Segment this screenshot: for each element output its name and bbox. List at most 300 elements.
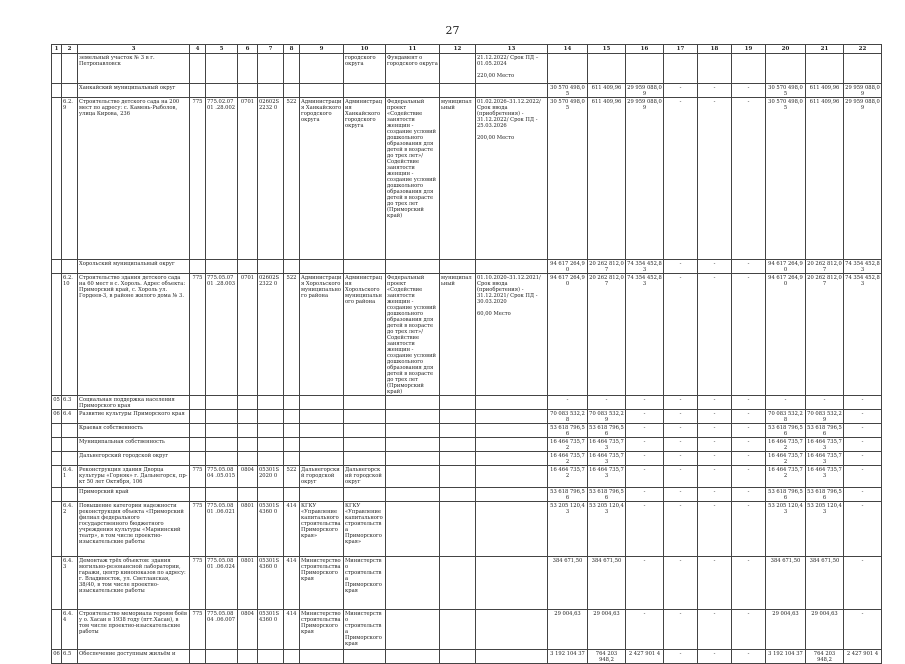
table-row xyxy=(52,84,882,98)
table-cell: 70 083 532,2 9 xyxy=(807,410,842,423)
table-cell: 6.4.3 xyxy=(62,557,78,610)
table-cell xyxy=(386,84,440,98)
table-cell: 16 464 735,7 3 xyxy=(589,452,624,465)
table-cell: 0804 xyxy=(238,610,258,650)
table-cell xyxy=(386,650,440,664)
table-cell: - xyxy=(698,84,732,98)
table-cell: 384 671,50 xyxy=(548,557,588,610)
table-cell xyxy=(344,488,386,502)
table-cell: 29 959 088,0 9 xyxy=(845,84,880,97)
table-cell xyxy=(52,557,62,610)
table-cell xyxy=(238,438,258,452)
table-cell: Обеспечение доступным жильём и xyxy=(78,650,190,664)
table-cell: 775 xyxy=(190,557,206,610)
table-cell: - xyxy=(732,274,766,396)
table-cell xyxy=(344,452,386,466)
table-cell: Министерство строительства Приморского края xyxy=(344,610,386,650)
table-cell xyxy=(258,410,284,424)
table-cell xyxy=(440,424,476,438)
table-cell xyxy=(440,610,476,650)
table-cell: 16 464 735,7 2 xyxy=(766,466,806,488)
header-cell: 9 xyxy=(300,45,344,54)
table-cell xyxy=(62,438,78,452)
table-cell: - xyxy=(732,438,766,452)
table-cell xyxy=(440,438,476,452)
header-cell: 20 xyxy=(766,45,806,54)
table-cell: 611 409,96 xyxy=(806,98,844,260)
table-cell xyxy=(258,54,284,84)
table-cell: Федеральный проект «Содействие занятости женщин - создание условий дошкольного образования для детей в возрасте до трех лет»/Содействие занятости женщин - создание условий дошкольного образования для детей в возрасте до трех лет (Приморский край) xyxy=(386,98,440,260)
table-cell xyxy=(238,396,258,410)
table-cell xyxy=(238,410,258,424)
table-cell xyxy=(238,452,258,466)
table-cell xyxy=(300,488,344,502)
table-cell xyxy=(476,396,548,410)
table-cell: - xyxy=(664,396,698,410)
table-cell: - xyxy=(844,488,882,502)
table-cell: - xyxy=(732,98,766,260)
header-cell: 7 xyxy=(258,45,284,54)
table-cell: - xyxy=(626,502,664,557)
table-cell: - xyxy=(664,610,698,650)
table-cell xyxy=(588,54,626,84)
table-cell: 611 409,96 xyxy=(806,84,844,98)
table-cell: - xyxy=(732,424,766,438)
table-cell xyxy=(284,396,300,410)
table-cell: - xyxy=(664,452,698,466)
table-cell: - xyxy=(766,396,806,410)
table-cell xyxy=(62,452,78,466)
table-cell: - xyxy=(626,610,664,650)
table-cell xyxy=(440,650,476,664)
table-cell: 30 570 498,0 5 xyxy=(766,84,806,98)
table-cell xyxy=(52,274,62,396)
table-cell: КГКУ «Управление капитального строительства Приморского края» xyxy=(300,502,344,557)
table-cell: - xyxy=(732,610,766,650)
table-cell: Министерство строительства Приморского края xyxy=(300,610,344,650)
table-cell: - xyxy=(664,488,698,502)
table-cell: Министерство строительства Приморского края xyxy=(300,557,344,610)
table-cell: 53 205 120,4 3 xyxy=(588,502,626,557)
table-cell: - xyxy=(698,650,732,664)
table-cell: 775 xyxy=(190,502,206,557)
table-cell: - xyxy=(664,274,698,396)
table-cell xyxy=(476,84,548,98)
table-cell: 522 xyxy=(284,274,300,396)
table-cell xyxy=(284,650,300,664)
table-cell: - xyxy=(698,274,732,396)
table-cell: Демонтаж трёх объектов: здания могильно-резонансной лаборатории, гаражи, центр кинопоказов по адресу: г. Владивосток, ул. Светланская, 38/40, в том числе проектно-изыскательские работы xyxy=(78,557,190,610)
header-cell: 4 xyxy=(190,45,206,54)
table-cell: 20 262 812,0 7 xyxy=(589,260,624,273)
table-cell: Муниципальная собственность xyxy=(78,438,190,452)
table-cell: - xyxy=(732,410,766,424)
table-cell xyxy=(476,260,548,274)
table-cell: 6.4.4 xyxy=(62,610,78,650)
table-cell xyxy=(258,424,284,438)
table-cell xyxy=(300,438,344,452)
table-cell: - xyxy=(626,466,664,488)
table-cell: - xyxy=(806,396,844,410)
table-cell xyxy=(386,610,440,650)
table-row xyxy=(52,54,882,84)
table-cell xyxy=(344,410,386,424)
table-cell xyxy=(344,650,386,664)
table-cell xyxy=(190,438,206,452)
table-row xyxy=(52,438,882,452)
table-cell: 6.2.10 xyxy=(62,274,78,396)
table-cell xyxy=(300,84,344,98)
table-cell: земельный участок № 3 в г. Петропавловск xyxy=(78,54,190,84)
table-cell: - xyxy=(698,424,732,438)
table-cell: 775 xyxy=(190,610,206,650)
table-cell: - xyxy=(732,488,766,502)
header-cell: 16 xyxy=(626,45,664,54)
table-cell: - xyxy=(664,98,698,260)
table-cell: 775.05.0801 .06.024 xyxy=(206,557,238,610)
table-cell: - xyxy=(548,396,588,410)
header-cell: 2 xyxy=(62,45,78,54)
table-cell: - xyxy=(588,396,626,410)
table-cell xyxy=(476,424,548,438)
table-cell: 02602S2322 0 xyxy=(258,274,284,396)
table-cell: 94 617 264,9 0 xyxy=(766,260,806,274)
table-row xyxy=(52,410,882,424)
table-row xyxy=(52,274,882,396)
table-cell: - xyxy=(844,396,882,410)
table-cell xyxy=(440,54,476,84)
table-cell: 05 xyxy=(52,396,62,410)
table-cell xyxy=(206,424,238,438)
table-cell: 16 464 735,7 3 xyxy=(588,466,626,488)
table-cell: 775 xyxy=(190,98,206,260)
table-cell xyxy=(300,650,344,664)
table-cell: 16 464 735,7 3 xyxy=(807,438,842,451)
table-cell: - xyxy=(844,424,882,438)
table-cell: 05301S4360 0 xyxy=(258,557,284,610)
table-cell: 6.4.1 xyxy=(62,466,78,488)
table-cell: - xyxy=(732,396,766,410)
header-cell: 18 xyxy=(698,45,732,54)
table-cell: Министерство строительства Приморского края xyxy=(344,557,386,610)
table-cell: 94 617 264,9 0 xyxy=(548,274,588,396)
header-cell: 12 xyxy=(440,45,476,54)
table-cell: - xyxy=(732,466,766,488)
table-cell: 06 xyxy=(52,650,62,664)
table-cell xyxy=(190,424,206,438)
table-cell xyxy=(300,54,344,84)
table-cell xyxy=(766,54,806,84)
table-cell xyxy=(300,260,344,274)
table-cell: Повышение категории надежности реконструкция объекта «Приморский филиал федерального государственного бюджетного учреждения культуры «Мариинский театр», в том числе проектно-изыскательские работы xyxy=(78,502,190,557)
table-cell: Строительство мемориала героям боёв у о. Хасан в 1938 году (пгт.Хасан), в том числе проектно-изыскательские работы xyxy=(78,610,190,650)
table-cell: - xyxy=(732,452,766,466)
header-cell: 5 xyxy=(206,45,238,54)
table-cell: 3 192 104 37 xyxy=(548,650,588,664)
table-cell xyxy=(52,488,62,502)
table-cell: Дальнегорский городской округ xyxy=(78,452,190,466)
table-cell xyxy=(300,410,344,424)
table-cell xyxy=(284,54,300,84)
table-cell: - xyxy=(664,502,698,557)
table-cell: - xyxy=(698,98,732,260)
header-row xyxy=(52,45,882,54)
table-cell: 53 618 796,5 6 xyxy=(548,488,588,502)
header-cell: 6 xyxy=(238,45,258,54)
table-cell: Ханкайский муниципальный округ xyxy=(78,84,190,98)
table-cell: - xyxy=(844,452,882,466)
table-cell: 53 618 796,5 6 xyxy=(589,424,624,437)
table-cell: 3 192 104 37 xyxy=(766,650,806,664)
table-cell xyxy=(190,260,206,274)
table-cell: - xyxy=(626,452,664,466)
table-cell xyxy=(386,424,440,438)
table-cell: 611 409,96 xyxy=(588,84,626,98)
table-cell xyxy=(258,438,284,452)
table-cell: 20 262 812,0 7 xyxy=(806,274,844,396)
table-cell xyxy=(62,424,78,438)
table-cell xyxy=(258,396,284,410)
table-cell xyxy=(626,54,664,84)
table-cell: - xyxy=(732,502,766,557)
table-cell: 775.05.0804 .05.015 xyxy=(206,466,238,488)
table-cell xyxy=(238,54,258,84)
table-cell xyxy=(284,260,300,274)
table-cell xyxy=(62,84,78,98)
table-cell xyxy=(476,452,548,466)
table-cell xyxy=(62,54,78,84)
table-cell xyxy=(440,557,476,610)
table-cell: 522 xyxy=(284,98,300,260)
table-cell: - xyxy=(626,396,664,410)
table-cell: - xyxy=(732,557,766,610)
table-cell: 53 618 796,5 6 xyxy=(766,424,806,438)
table-cell xyxy=(190,452,206,466)
table-cell xyxy=(190,84,206,98)
table-cell xyxy=(206,488,238,502)
table-cell: 384 671,50 xyxy=(766,557,806,610)
table-cell: Администрация Хорольского муниципального района xyxy=(300,274,344,396)
table-cell: 16 464 735,7 3 xyxy=(807,452,842,465)
table-cell: 29 004,63 xyxy=(548,610,588,650)
table-cell: 775 xyxy=(190,274,206,396)
table-row xyxy=(52,502,882,557)
table-row xyxy=(52,260,882,274)
table-cell: 775.05.0804 .06.007 xyxy=(206,610,238,650)
table-cell xyxy=(52,98,62,260)
table-cell: 06 xyxy=(52,410,62,424)
table-cell: 6.5 xyxy=(62,650,78,664)
table-cell: 29 959 088,0 9 xyxy=(627,84,662,97)
table-cell xyxy=(258,650,284,664)
table-cell: - xyxy=(698,410,732,424)
table-row xyxy=(52,650,882,664)
table-cell xyxy=(476,466,548,488)
table-cell: 2 427 901 4 xyxy=(844,650,882,664)
table-cell xyxy=(190,396,206,410)
table-cell xyxy=(300,424,344,438)
table-cell: 30 570 498,0 5 xyxy=(548,84,588,98)
table-cell: - xyxy=(664,424,698,438)
table-cell: 522 xyxy=(284,466,300,488)
table-cell: городского округа xyxy=(344,54,386,84)
table-cell: 05301S4360 0 xyxy=(258,502,284,557)
table-cell: - xyxy=(664,650,698,664)
header-cell: 22 xyxy=(844,45,882,54)
table-cell: муниципальный xyxy=(440,274,476,396)
table-cell xyxy=(476,650,548,664)
table-cell xyxy=(386,396,440,410)
header-cell: 11 xyxy=(386,45,440,54)
table-cell: Хорольский муниципальный округ xyxy=(78,260,190,274)
table-cell xyxy=(440,452,476,466)
table-cell xyxy=(52,452,62,466)
table-cell xyxy=(440,260,476,274)
table-cell xyxy=(476,438,548,452)
table-cell xyxy=(440,488,476,502)
table-cell: - xyxy=(698,396,732,410)
table-cell xyxy=(52,424,62,438)
table-cell: Социальная поддержка населения Приморского края xyxy=(78,396,190,410)
table-cell: 05301S2020 0 xyxy=(258,466,284,488)
table-cell xyxy=(206,260,238,274)
table-row xyxy=(52,557,882,610)
table-cell: 16 464 735,7 3 xyxy=(806,466,844,488)
table-cell: 414 xyxy=(284,610,300,650)
table-cell xyxy=(206,84,238,98)
table-cell xyxy=(806,54,844,84)
table-row xyxy=(52,452,882,466)
budget-table xyxy=(51,44,882,664)
table-cell xyxy=(52,84,62,98)
table-cell xyxy=(258,488,284,502)
table-cell: муниципальный xyxy=(440,98,476,260)
header-cell: 8 xyxy=(284,45,300,54)
table-cell: 74 354 452,8 3 xyxy=(844,274,882,396)
table-cell xyxy=(386,438,440,452)
header-cell: 15 xyxy=(588,45,626,54)
table-cell: 6.3 xyxy=(62,396,78,410)
table-cell: - xyxy=(664,84,698,98)
table-cell xyxy=(344,424,386,438)
table-cell: 53 618 796,5 6 xyxy=(807,488,842,501)
table-cell: Приморский край xyxy=(78,488,190,502)
table-cell: Администрация Хорольского муниципального района xyxy=(344,274,386,396)
table-row xyxy=(52,610,882,650)
table-cell: 01.10.2020–31.12.2021/ Срок ввода (приобретения) - 31.12.2021/ Срок ПД - 30.03.2020 60,00 Место xyxy=(476,274,548,396)
table-cell: Реконструкция здания Дворца культуры «Горняк» г. Дальнегорск, пр-кт 50 лет Октября, 106 xyxy=(78,466,190,488)
table-cell: Строительство здания детского сада на 60 мест в с. Хороль. Адрес объекта: Приморский край, с. Хороль ул. Гордеев-3, в районе жилого дома № 3. xyxy=(78,274,190,396)
table-cell xyxy=(344,260,386,274)
table-cell: 6.4.2 xyxy=(62,502,78,557)
table-cell: 74 354 452,8 3 xyxy=(845,260,880,273)
header-cell: 17 xyxy=(664,45,698,54)
table-cell: 0801 xyxy=(238,557,258,610)
table-cell: 414 xyxy=(284,557,300,610)
table-cell: 21.12.2022/ Срок ПД – 01.05.2024 220,00 Место xyxy=(476,54,548,84)
table-cell: - xyxy=(732,260,766,274)
table-cell: - xyxy=(844,610,882,650)
table-cell xyxy=(52,438,62,452)
table-cell xyxy=(844,54,882,84)
table-cell xyxy=(238,650,258,664)
table-cell: 30 570 498,0 5 xyxy=(766,98,806,260)
table-cell xyxy=(258,84,284,98)
table-cell: Дальнегорск ий городской округ xyxy=(344,466,386,488)
table-cell xyxy=(206,650,238,664)
table-cell: 0801 xyxy=(238,502,258,557)
table-cell xyxy=(190,488,206,502)
table-cell: 74 354 452,8 3 xyxy=(627,260,662,273)
table-cell: 611 409,96 xyxy=(588,98,626,260)
table-cell: 29 959 088,0 9 xyxy=(626,98,664,260)
table-cell xyxy=(284,410,300,424)
table-cell xyxy=(52,610,62,650)
table-cell xyxy=(344,438,386,452)
table-cell: - xyxy=(698,557,732,610)
table-cell xyxy=(206,452,238,466)
table-cell xyxy=(284,488,300,502)
table-cell: - xyxy=(698,260,732,274)
table-cell: 0804 xyxy=(238,466,258,488)
table-cell: 70 083 532,2 9 xyxy=(589,410,624,423)
table-cell: 384 671,50 xyxy=(806,557,844,610)
table-cell: 53 205 120,4 3 xyxy=(766,502,806,557)
table-cell: 16 464 735,7 2 xyxy=(548,438,588,452)
table-cell xyxy=(284,438,300,452)
table-cell xyxy=(52,260,62,274)
table-cell: 6.2.9 xyxy=(62,98,78,260)
table-row xyxy=(52,488,882,502)
header-cell: 3 xyxy=(78,45,190,54)
table-cell: - xyxy=(626,424,664,438)
table-row xyxy=(52,466,882,488)
table-cell xyxy=(386,502,440,557)
table-cell: 16 464 735,7 2 xyxy=(766,438,806,452)
table-cell xyxy=(476,557,548,610)
table-cell: 0701 xyxy=(238,98,258,260)
table-cell xyxy=(52,502,62,557)
table-cell xyxy=(440,502,476,557)
header-cell: 19 xyxy=(732,45,766,54)
table-cell: - xyxy=(664,410,698,424)
table-cell: 29 004,63 xyxy=(806,610,844,650)
table-cell: 53 205 120,4 3 xyxy=(806,502,844,557)
table-cell xyxy=(52,54,62,84)
header-cell: 10 xyxy=(344,45,386,54)
table-cell: - xyxy=(732,84,766,98)
table-cell: 53 205 120,4 3 xyxy=(548,502,588,557)
table-cell xyxy=(476,410,548,424)
table-cell: Фундамент о городского округа xyxy=(386,54,440,84)
table-cell: 70 083 532,2 8 xyxy=(548,410,588,424)
table-cell xyxy=(440,84,476,98)
table-cell xyxy=(206,396,238,410)
table-cell: 0701 xyxy=(238,274,258,396)
page-number: 27 xyxy=(445,24,460,37)
table-cell: 53 618 796,5 6 xyxy=(548,424,588,438)
table-cell xyxy=(476,502,548,557)
table-cell xyxy=(206,438,238,452)
table-cell: 20 262 812,0 7 xyxy=(807,260,842,273)
table-row xyxy=(52,396,882,410)
table-cell: - xyxy=(698,466,732,488)
table-cell: 70 083 532,2 8 xyxy=(766,410,806,424)
table-cell xyxy=(258,260,284,274)
table-cell: 16 464 735,7 3 xyxy=(589,438,624,451)
table-cell: 02602S2232 0 xyxy=(258,98,284,260)
table-cell: - xyxy=(844,502,882,557)
